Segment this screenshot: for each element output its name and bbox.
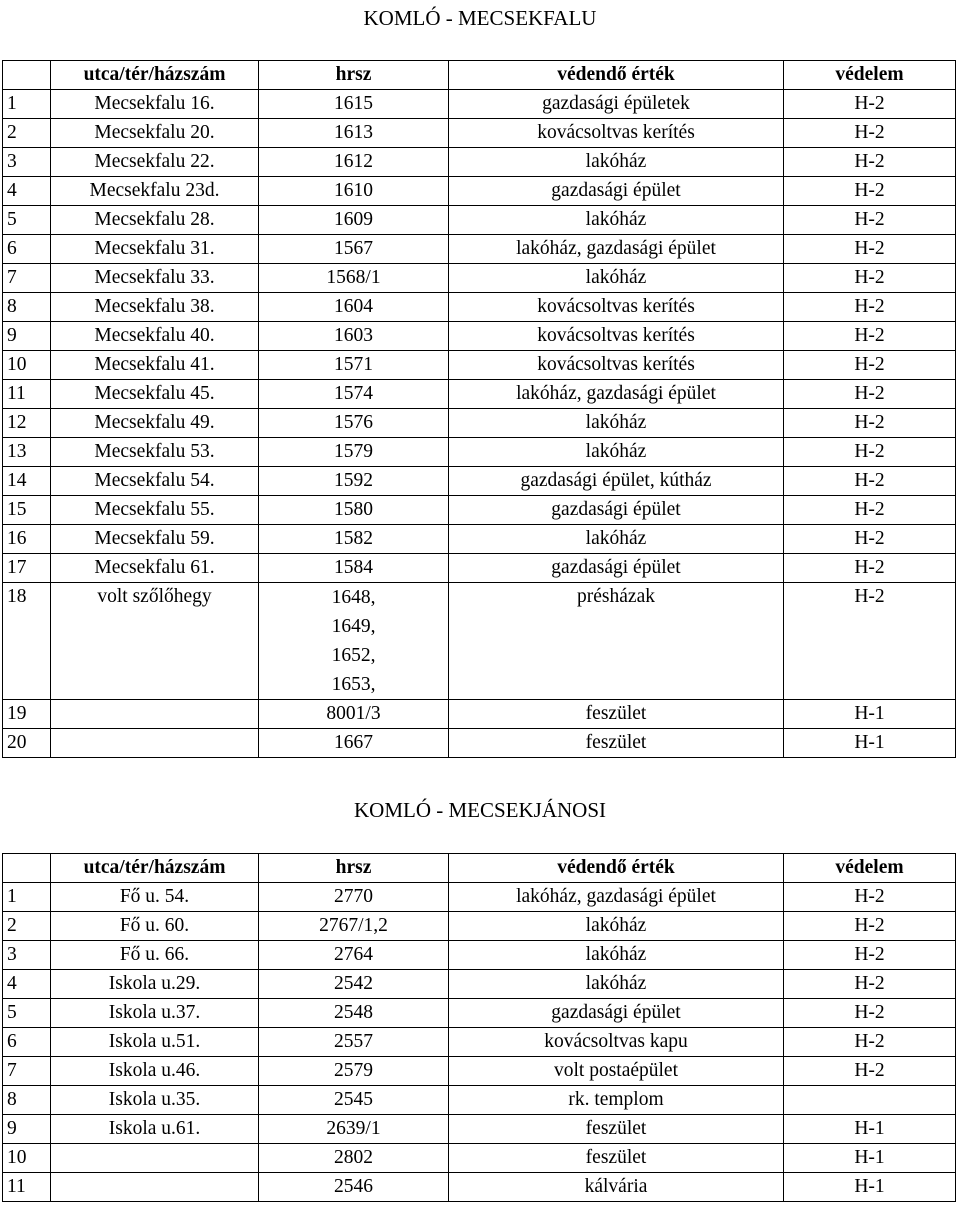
row-num: 8 (3, 293, 51, 322)
header-protection: védelem (784, 61, 956, 90)
row-num: 2 (3, 912, 51, 941)
row-value: kálvária (449, 1173, 784, 1202)
row-hrsz: 1571 (259, 351, 449, 380)
row-address: Fő u. 66. (51, 941, 259, 970)
row-num: 2 (3, 119, 51, 148)
row-num: 8 (3, 1086, 51, 1115)
row-value: lakóház (449, 409, 784, 438)
row-num: 7 (3, 264, 51, 293)
row-value: gazdasági épület, kútház (449, 467, 784, 496)
row-value: lakóház (449, 206, 784, 235)
row-hrsz: 2557 (259, 1028, 449, 1057)
row-hrsz: 1649, (331, 616, 376, 637)
row-value: lakóház, gazdasági épület (449, 883, 784, 912)
row-protection: H-2 (784, 1057, 956, 1086)
row-address: Mecsekfalu 49. (51, 409, 259, 438)
row-value: rk. templom (449, 1086, 784, 1115)
row-protection: H-2 (784, 409, 956, 438)
row-num: 17 (3, 554, 51, 583)
table-header-row (3, 61, 956, 90)
row-protection: H-2 (784, 90, 956, 119)
row-num: 20 (3, 729, 51, 758)
row-address (51, 1173, 259, 1202)
row-value: kovácsoltvas kerítés (449, 293, 784, 322)
table-mecsekfalu (2, 60, 956, 758)
row-value: lakóház (449, 941, 784, 970)
table-row (3, 941, 956, 970)
row-protection: H-2 (784, 525, 956, 554)
row-value: feszület (449, 729, 784, 758)
row-protection: H-2 (784, 912, 956, 941)
table-row (3, 380, 956, 409)
table-row (3, 1115, 956, 1144)
row-hrsz: 2546 (259, 1173, 449, 1202)
row-address: Mecsekfalu 23d. (51, 177, 259, 206)
row-protection: H-2 (784, 322, 956, 351)
row-num: 11 (3, 380, 51, 409)
row-address: Mecsekfalu 38. (51, 293, 259, 322)
row-hrsz: 1653, (331, 674, 376, 695)
row-value: feszület (449, 1115, 784, 1144)
row-value: gazdasági épület (449, 554, 784, 583)
table-row (3, 700, 956, 729)
row-protection: H-2 (784, 293, 956, 322)
row-hrsz: 1610 (259, 177, 449, 206)
row-hrsz: 2767/1,2 (259, 912, 449, 941)
row-address: Mecsekfalu 28. (51, 206, 259, 235)
row-hrsz: 1603 (259, 322, 449, 351)
row-num: 9 (3, 1115, 51, 1144)
row-hrsz-list (259, 583, 449, 700)
row-num: 15 (3, 496, 51, 525)
row-hrsz: 2764 (259, 941, 449, 970)
row-address: Mecsekfalu 16. (51, 90, 259, 119)
row-hrsz: 2639/1 (259, 1115, 449, 1144)
row-value: lakóház (449, 148, 784, 177)
row-num: 18 (3, 583, 51, 700)
row-value: volt postaépület (449, 1057, 784, 1086)
header-protection: védelem (784, 854, 956, 883)
row-address: Iskola u.37. (51, 999, 259, 1028)
section-title-mecsekfalu: KOMLÓ - MECSEKFALU (363, 6, 597, 30)
row-protection: H-2 (784, 554, 956, 583)
row-num: 1 (3, 90, 51, 119)
table-row (3, 1057, 956, 1086)
row-hrsz: 2579 (259, 1057, 449, 1086)
row-num: 10 (3, 351, 51, 380)
row-value: feszület (449, 1144, 784, 1173)
header-address: utca/tér/házszám (51, 854, 259, 883)
row-value: lakóház (449, 525, 784, 554)
row-value: gazdasági épület (449, 496, 784, 525)
table-row (3, 293, 956, 322)
table-row (3, 235, 956, 264)
table-row (3, 467, 956, 496)
row-value: lakóház, gazdasági épület (449, 380, 784, 409)
row-value: kovácsoltvas kerítés (449, 322, 784, 351)
row-num: 10 (3, 1144, 51, 1173)
row-address (51, 1144, 259, 1173)
row-protection: H-2 (784, 235, 956, 264)
row-hrsz: 1580 (259, 496, 449, 525)
table-row (3, 554, 956, 583)
row-address: Mecsekfalu 54. (51, 467, 259, 496)
row-protection: H-2 (784, 119, 956, 148)
row-num: 11 (3, 1173, 51, 1202)
row-address: Iskola u.29. (51, 970, 259, 999)
row-address: Fő u. 54. (51, 883, 259, 912)
row-protection: H-2 (784, 467, 956, 496)
row-num: 5 (3, 999, 51, 1028)
table-row (3, 912, 956, 941)
row-hrsz: 1615 (259, 90, 449, 119)
row-num: 1 (3, 883, 51, 912)
row-address: Mecsekfalu 31. (51, 235, 259, 264)
row-address: Mecsekfalu 53. (51, 438, 259, 467)
row-hrsz: 1648, (331, 587, 376, 608)
row-hrsz: 1592 (259, 467, 449, 496)
header-value: védendő érték (449, 854, 784, 883)
row-address: Mecsekfalu 40. (51, 322, 259, 351)
row-protection: H-1 (784, 729, 956, 758)
header-hrsz: hrsz (259, 854, 449, 883)
row-address: Fő u. 60. (51, 912, 259, 941)
row-hrsz: 1652, (331, 645, 376, 666)
row-protection: H-2 (784, 496, 956, 525)
row-num: 12 (3, 409, 51, 438)
row-hrsz: 2770 (259, 883, 449, 912)
row-value: kovácsoltvas kerítés (449, 351, 784, 380)
header-num (3, 61, 51, 90)
row-hrsz: 1667 (259, 729, 449, 758)
table-row (3, 1086, 956, 1115)
row-address: Iskola u.61. (51, 1115, 259, 1144)
row-protection: H-1 (784, 700, 956, 729)
row-protection: H-2 (784, 148, 956, 177)
row-hrsz: 1576 (259, 409, 449, 438)
header-num (3, 854, 51, 883)
section-title-mecsekjanosi: KOMLÓ - MECSEKJÁNOSI (353, 798, 606, 822)
row-protection: H-2 (784, 883, 956, 912)
row-protection: H-2 (784, 583, 956, 700)
row-protection: H-2 (784, 970, 956, 999)
row-protection: H-1 (784, 1115, 956, 1144)
row-protection: H-1 (784, 1173, 956, 1202)
row-value: gazdasági épület (449, 999, 784, 1028)
row-value: kovácsoltvas kerítés (449, 119, 784, 148)
row-value: feszület (449, 700, 784, 729)
row-num: 5 (3, 206, 51, 235)
row-protection: H-2 (784, 206, 956, 235)
table-row (3, 1028, 956, 1057)
row-num: 6 (3, 1028, 51, 1057)
table-row (3, 148, 956, 177)
table-row (3, 206, 956, 235)
row-num: 4 (3, 177, 51, 206)
table-row (3, 1144, 956, 1173)
row-hrsz: 1579 (259, 438, 449, 467)
row-value: lakóház (449, 970, 784, 999)
row-hrsz: 1609 (259, 206, 449, 235)
table-row (3, 525, 956, 554)
row-address: Mecsekfalu 45. (51, 380, 259, 409)
row-hrsz: 2802 (259, 1144, 449, 1173)
table-row (3, 1173, 956, 1202)
header-hrsz: hrsz (259, 61, 449, 90)
row-num: 9 (3, 322, 51, 351)
row-protection: H-2 (784, 1028, 956, 1057)
row-value: gazdasági épület (449, 177, 784, 206)
row-address: Iskola u.35. (51, 1086, 259, 1115)
row-address (51, 700, 259, 729)
row-num: 6 (3, 235, 51, 264)
table-row (3, 322, 956, 351)
row-num: 3 (3, 148, 51, 177)
table-row (3, 119, 956, 148)
table-row (3, 999, 956, 1028)
row-value: lakóház, gazdasági épület (449, 235, 784, 264)
row-hrsz: 1604 (259, 293, 449, 322)
row-value: présházak (449, 583, 784, 700)
row-protection: H-1 (784, 1144, 956, 1173)
table-row (3, 351, 956, 380)
row-hrsz: 1568/1 (259, 264, 449, 293)
row-value: kovácsoltvas kapu (449, 1028, 784, 1057)
row-hrsz: 2545 (259, 1086, 449, 1115)
table-mecsekjanosi (2, 853, 956, 1202)
row-address: Mecsekfalu 59. (51, 525, 259, 554)
table-row (3, 264, 956, 293)
row-address (51, 729, 259, 758)
table-row (3, 729, 956, 758)
row-protection: H-2 (784, 380, 956, 409)
row-protection: H-2 (784, 177, 956, 206)
row-protection: H-2 (784, 941, 956, 970)
row-protection (784, 1086, 956, 1115)
row-address: Mecsekfalu 20. (51, 119, 259, 148)
row-address: Iskola u.51. (51, 1028, 259, 1057)
row-address: volt szőlőhegy (51, 583, 259, 700)
row-protection: H-2 (784, 351, 956, 380)
table-row (3, 883, 956, 912)
row-hrsz: 1574 (259, 380, 449, 409)
header-value: védendő érték (449, 61, 784, 90)
table-row (3, 177, 956, 206)
row-num: 7 (3, 1057, 51, 1086)
table-row (3, 583, 956, 700)
row-address: Mecsekfalu 41. (51, 351, 259, 380)
row-num: 16 (3, 525, 51, 554)
row-protection: H-2 (784, 999, 956, 1028)
row-value: lakóház (449, 912, 784, 941)
row-hrsz: 1567 (259, 235, 449, 264)
row-hrsz: 1612 (259, 148, 449, 177)
table-row (3, 496, 956, 525)
row-hrsz: 1584 (259, 554, 449, 583)
row-hrsz: 1582 (259, 525, 449, 554)
table-row (3, 970, 956, 999)
row-num: 14 (3, 467, 51, 496)
row-protection: H-2 (784, 264, 956, 293)
row-value: gazdasági épületek (449, 90, 784, 119)
table-header-row (3, 854, 956, 883)
table-row (3, 409, 956, 438)
row-protection: H-2 (784, 438, 956, 467)
row-address: Mecsekfalu 22. (51, 148, 259, 177)
row-num: 3 (3, 941, 51, 970)
row-address: Mecsekfalu 55. (51, 496, 259, 525)
row-address: Mecsekfalu 61. (51, 554, 259, 583)
row-num: 13 (3, 438, 51, 467)
row-value: lakóház (449, 264, 784, 293)
table-row (3, 90, 956, 119)
row-hrsz: 1613 (259, 119, 449, 148)
row-address: Mecsekfalu 33. (51, 264, 259, 293)
row-hrsz: 2542 (259, 970, 449, 999)
row-num: 19 (3, 700, 51, 729)
table-row (3, 438, 956, 467)
row-num: 4 (3, 970, 51, 999)
row-value: lakóház (449, 438, 784, 467)
row-address: Iskola u.46. (51, 1057, 259, 1086)
header-address: utca/tér/házszám (51, 61, 259, 90)
row-hrsz: 8001/3 (259, 700, 449, 729)
row-hrsz: 2548 (259, 999, 449, 1028)
